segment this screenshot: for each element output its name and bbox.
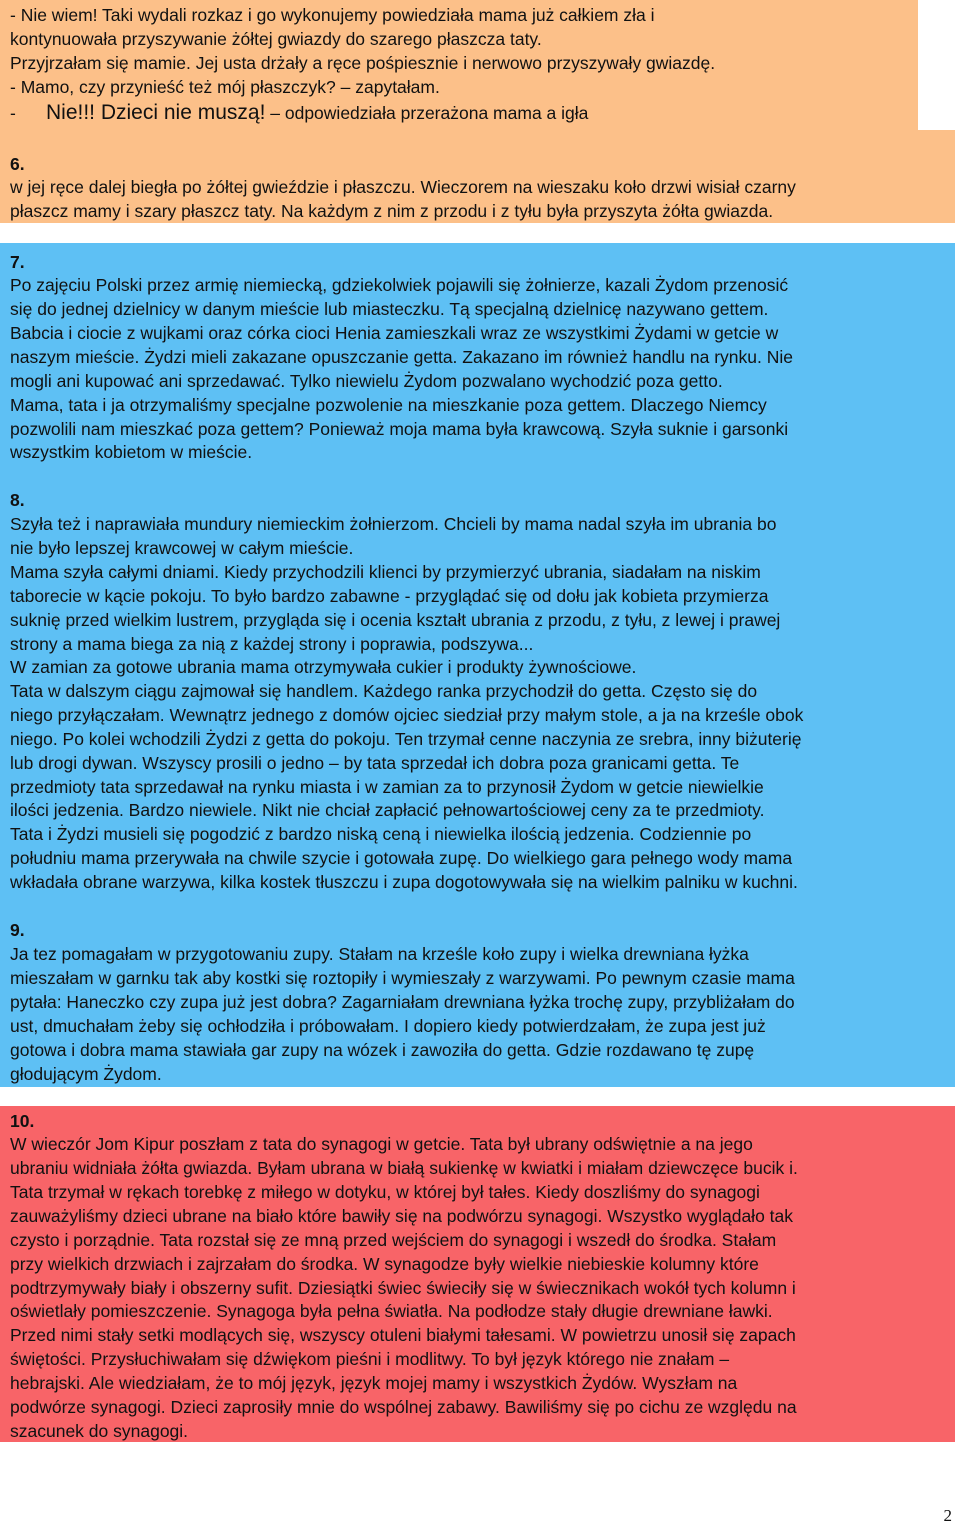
section-10-line: oświetlały pomieszczenie. Synagoga była pełna światła. Na podłodze stały długie drewniane ławki. <box>10 1301 773 1321</box>
section-9-line: Ja tez pomagałam w przygotowaniu zupy. Stałam na krześle koło zupy i wielka drewniana łyżka <box>10 944 749 964</box>
section-10-line: zauważyliśmy dzieci ubrane na biało które bawiły się na podwórzu synagogi. Wszystko wyglądało tak <box>10 1206 794 1226</box>
section-10-line: Tata trzymał w rękach torebkę z miłego w dotyku, w której był tałes. Kiedy doszliśmy do synagogi <box>10 1182 760 1202</box>
section-8-line: strony a mama biega za nią z każdej strony i poprawia, podszywa... <box>10 634 534 654</box>
section-10-line: hebrajski. Ale wiedziałam, że to mój język, język mojej mamy i wszystkich Żydów. Wyszłam na <box>10 1373 738 1393</box>
intro-dash: - <box>10 103 16 123</box>
section-9-line: gotowa i dobra mama stawiała gar zupy na wózek i zawoziła do getta. Gdzie rozdawano tę zupę <box>10 1040 755 1060</box>
section-7-line: mogli ani kupować ani sprzedawać. Tylko niewielu Żydom pozwalano wychodzić poza getto. <box>10 371 723 391</box>
section-6-line: w jej ręce dalej biegła po żółtej gwieździe i płaszczu. Wieczorem na wieszaku koło drzwi wisiał czarny <box>10 177 796 197</box>
section-10-line: świętości. Przysłuchiwałam się dźwiękom pieśni i modlitwy. To był język którego nie znałam – <box>10 1349 730 1369</box>
section-7-line: Po zajęciu Polski przez armię niemiecką, gdziekolwiek pojawili się żołnierze, kazali Żydom przenosić <box>10 275 789 295</box>
section-6-line: płaszcz mamy i szary płaszcz taty. Na każdym z nim z przodu i z tyłu była przyszyta żółta gwiazda. <box>10 201 774 221</box>
section-10-line: W wieczór Jom Kipur poszłam z tata do synagogi w getcie. Tata był ubrany odświętnie a na jego <box>10 1134 753 1154</box>
section-8-line: taborecie w kącie pokoju. To było bardzo zabawne - przyglądać się od dołu jak kobieta przymierza <box>10 586 769 606</box>
section-8-line: południu mama przerywała na chwile szycie i gotowała zupę. Do wielkiego gara pełnego wody mama <box>10 848 793 868</box>
section-10-line: podwórze synagogi. Dzieci zaprosiły mnie do wspólnej zabawy. Bawiliśmy się po cichu ze względu na <box>10 1397 797 1417</box>
section-7-line: Mama, tata i ja otrzymaliśmy specjalne pozwolenie na mieszkanie poza gettem. Dlaczego Niemcy <box>10 395 767 415</box>
section-8-line: niego. Po kolei wchodzili Żydzi z getta do pokoju. Ten trzymał cenne naczynia ze srebra, inny biżuterię <box>10 729 802 749</box>
section-8-line: Szyła też i naprawiała mundury niemieckim żołnierzom. Chcieli by mama nadal szyła im ubrania bo <box>10 514 777 534</box>
section-7-number: 7. <box>10 252 25 272</box>
section-8-line: ilości jedzenia. Bardzo niewiele. Nikt nie chciał zapłacić pełnowartościowej ceny za te przedmioty. <box>10 800 765 820</box>
page-number: 2 <box>943 1506 952 1525</box>
section-8-line: suknię przed wielkim lustrem, przygląda się i ocenia kształt ubrania z przodu, z tyłu, z lewej i prawej <box>10 610 781 630</box>
section-10-line: szacunek do synagogi. <box>10 1421 189 1441</box>
section-8-line: W zamian za gotowe ubrania mama otrzymywała cukier i produkty żywnościowe. <box>10 657 637 677</box>
section-6-number: 6. <box>10 154 25 174</box>
section-8-line: Tata i Żydzi musieli się pogodzić z bardzo niską ceną i niewielka ilością jedzenia. Codziennie po <box>10 824 752 844</box>
section-8-number: 8. <box>10 490 25 510</box>
section-10-line: czysto i porządnie. Tata rozstał się ze mną przed wejściem do synagogi i wszedł do środka. Stałam <box>10 1230 777 1250</box>
section-8-line: niego przyłączałam. Wewnątrz jednego z domów ojciec siedział przy małym stole, a ja na krześle obok <box>10 705 804 725</box>
section-10-line: Przed nimi stały setki modlących się, wszyscy otuleni białymi tałesami. W powietrzu unosił się zapach <box>10 1325 796 1345</box>
section-9-line: ust, dmuchałam żeby się ochłodziła i próbowałam. I dopiero kiedy potwierdzałam, że zupa jest już <box>10 1016 766 1036</box>
section-8-line: Mama szyła całymi dniami. Kiedy przychodzili klienci by przymierzyć ubrania, siadałam na niskim <box>10 562 761 582</box>
intro-line: kontynuowała przyszywanie żółtej gwiazdy do szarego płaszcza taty. <box>10 29 542 49</box>
intro-line: - Nie wiem! Taki wydali rozkaz i go wykonujemy powiedziała mama już całkiem zła i <box>10 5 655 25</box>
section-10-number: 10. <box>10 1111 35 1131</box>
section-9-line: pytała: Haneczko czy zupa już jest dobra? Zagarniałam drewniana łyżka trochę zupy, przybliżałam do <box>10 992 795 1012</box>
section-8-line: nie było lepszej krawcowej w całym mieście. <box>10 538 354 558</box>
section-7-line: naszym mieście. Żydzi mieli zakazane opuszczanie getta. Zakazano im również handlu na rynku. Nie <box>10 347 793 367</box>
section-9-line: głodującym Żydom. <box>10 1064 162 1084</box>
section-8-line: przedmioty tata sprzedawał na rynku miasta i w zamian za to przynosił Żydom w getcie niewielkie <box>10 777 764 797</box>
section-9-line: mieszałam w garnku tak aby kostki się roztopiły i wymieszały z warzywami. Po pewnym czasie mama <box>10 968 795 988</box>
section-7-line: Babcia i ciocie z wujkami oraz córka cioci Henia zamieszkali wraz ze wszystkimi Żydami w getcie w <box>10 323 779 343</box>
intro-exclamation: Nie!!! Dzieci nie muszą! <box>46 101 266 124</box>
section-8-line: wkładała obrane warzywa, kilka kostek tłuszczu i zupa dogotowywała się na wielkim palniku w kuchni. <box>10 872 798 892</box>
section-8-line: lub drogi dywan. Wszyscy prosili o jedno – by tata sprzedał ich dobra poza granicami getta. Te <box>10 753 740 773</box>
section-7-line: pozwolili nam mieszkać poza gettem? Ponieważ moja mama była krawcową. Szyła suknie i garsonki <box>10 419 789 439</box>
section-10-line: podtrzymywały biały i obszerny sufit. Dziesiątki świec świeciły się w świecznikach wokół tych kolumn i <box>10 1278 796 1298</box>
section-9-number: 9. <box>10 920 25 940</box>
section-10-line: ubraniu widniała żółta gwiazda. Byłam ubrana w białą sukienkę w kwiatki i miałam dziewczęce bucik i. <box>10 1158 798 1178</box>
intro-last-line <box>10 101 588 125</box>
intro-line: Przyjrzałam się mamie. Jej usta drżały a ręce pośpiesznie i nerwowo przyszywały gwiazdę. <box>10 53 716 73</box>
intro-reply: – odpowiedziała przerażona mama a igła <box>265 103 589 123</box>
section-10-line: przy wielkich drzwiach i zajrzałam do środka. W synagodze były wielkie niebieskie kolumny które <box>10 1254 759 1274</box>
section-7-line: się do jednej dzielnicy w danym mieście lub miasteczku. Tą specjalną dzielnicę nazywano gettem. <box>10 299 769 319</box>
section-8-line: Tata w dalszym ciągu zajmował się handlem. Każdego ranka przychodził do getta. Często się do <box>10 681 758 701</box>
intro-line: - Mamo, czy przynieść też mój płaszczyk? – zapytałam. <box>10 77 440 97</box>
section-7-line: wszystkim kobietom w mieście. <box>10 442 253 462</box>
